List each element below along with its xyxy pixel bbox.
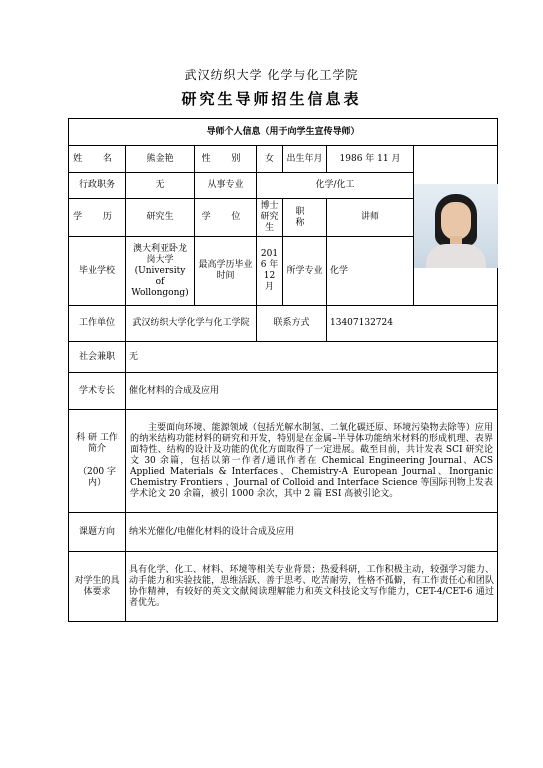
expertise-label: 学术专长 [69, 373, 126, 410]
requirement-label: 对学生的具体要求 [69, 552, 126, 622]
gender-value: 女 [257, 146, 283, 173]
photo-cell [414, 146, 498, 306]
school-value: 澳大利亚卧龙岗大学(University of Wollongong) [126, 237, 195, 306]
birth-label: 出生年月 [283, 146, 327, 173]
research-word-limit: （200 字内） [77, 467, 117, 488]
parttime-label: 社会兼职 [69, 342, 126, 373]
grad-label: 最高学历毕业时间 [195, 237, 257, 306]
school-label: 毕业学校 [69, 237, 126, 306]
title-value: 讲师 [327, 199, 414, 237]
unit-value: 武汉纺织大学化学与化工学院 [126, 306, 257, 342]
info-table [68, 118, 498, 622]
research-value: 主要面向环境、能源领域（包括光解水制氢、二氧化碳还原、环境污染物去除等）应用的纳米结构功能材料的研究和开发，特别是在金属–半导体功能纳米材料的形成机理、表界面特性、结构的设计及功能的优化方面取得了一定进展。截至目前，共计发表 SCI 研究论文 30 余篇，包括以第一作者/通讯作者在 Chemical Engineering Journal、ACS Applied Materials & Interfaces、Chemistry-A European Journal、Inorganic Chemistry Frontiers 、Journal of Colloid and Interface Science 等国际刊物上发表学术论文 20 余篇，被引 1000 余次，其中 2 篇 ESI 高被引论文。 [126, 410, 498, 513]
research-label [69, 410, 126, 513]
major-value: 化学/化工 [257, 173, 414, 199]
admin-label: 行政职务 [69, 173, 126, 199]
contact-value: 13407132724 [327, 306, 498, 342]
field-value: 化学 [327, 237, 414, 306]
topic-label: 课题方向 [69, 513, 126, 552]
major-label: 从事专业 [195, 173, 257, 199]
topic-value: 纳米光催化/电催化材料的设计合成及应用 [126, 513, 498, 552]
expertise-value: 催化材料的合成及应用 [126, 373, 498, 410]
gender-label: 性 别 [195, 146, 257, 173]
profile-photo [414, 184, 498, 268]
edu-value: 研究生 [126, 199, 195, 237]
degree-value: 博士研究生 [257, 199, 283, 237]
unit-label: 工作单位 [69, 306, 126, 342]
field-label: 所学专业 [283, 237, 327, 306]
title-label: 职 称 [283, 199, 327, 237]
admin-value: 无 [126, 173, 195, 199]
school-heading: 武汉纺织大学 化学与化工学院 [184, 68, 359, 82]
name-value: 熊金艳 [126, 146, 195, 173]
name-label: 姓 名 [69, 146, 126, 173]
birth-value: 1986 年 11 月 [327, 146, 414, 173]
parttime-value: 无 [126, 342, 498, 373]
section-banner: 导师个人信息（用于向学生宣传导师） [69, 119, 498, 146]
contact-label: 联系方式 [257, 306, 327, 342]
requirement-value: 具有化学、化工、材料、环境等相关专业背景；热爱科研，工作积极主动，较强学习能力、动手能力和实验技能，思维活跃、善于思考、吃苦耐劳，性格不孤僻，有工作责任心和团队协作精神，有较好的英文文献阅读理解能力和英文科技论文写作能力，CET-4/CET-6 通过者优先。 [126, 552, 498, 622]
edu-label: 学 历 [69, 199, 126, 237]
grad-value: 2016 年 12 月 [257, 237, 283, 306]
research-label-text: 科 研 工作简介 [76, 433, 118, 454]
form-title: 研究生导师招生信息表 [181, 90, 362, 108]
degree-label: 学 位 [195, 199, 257, 237]
